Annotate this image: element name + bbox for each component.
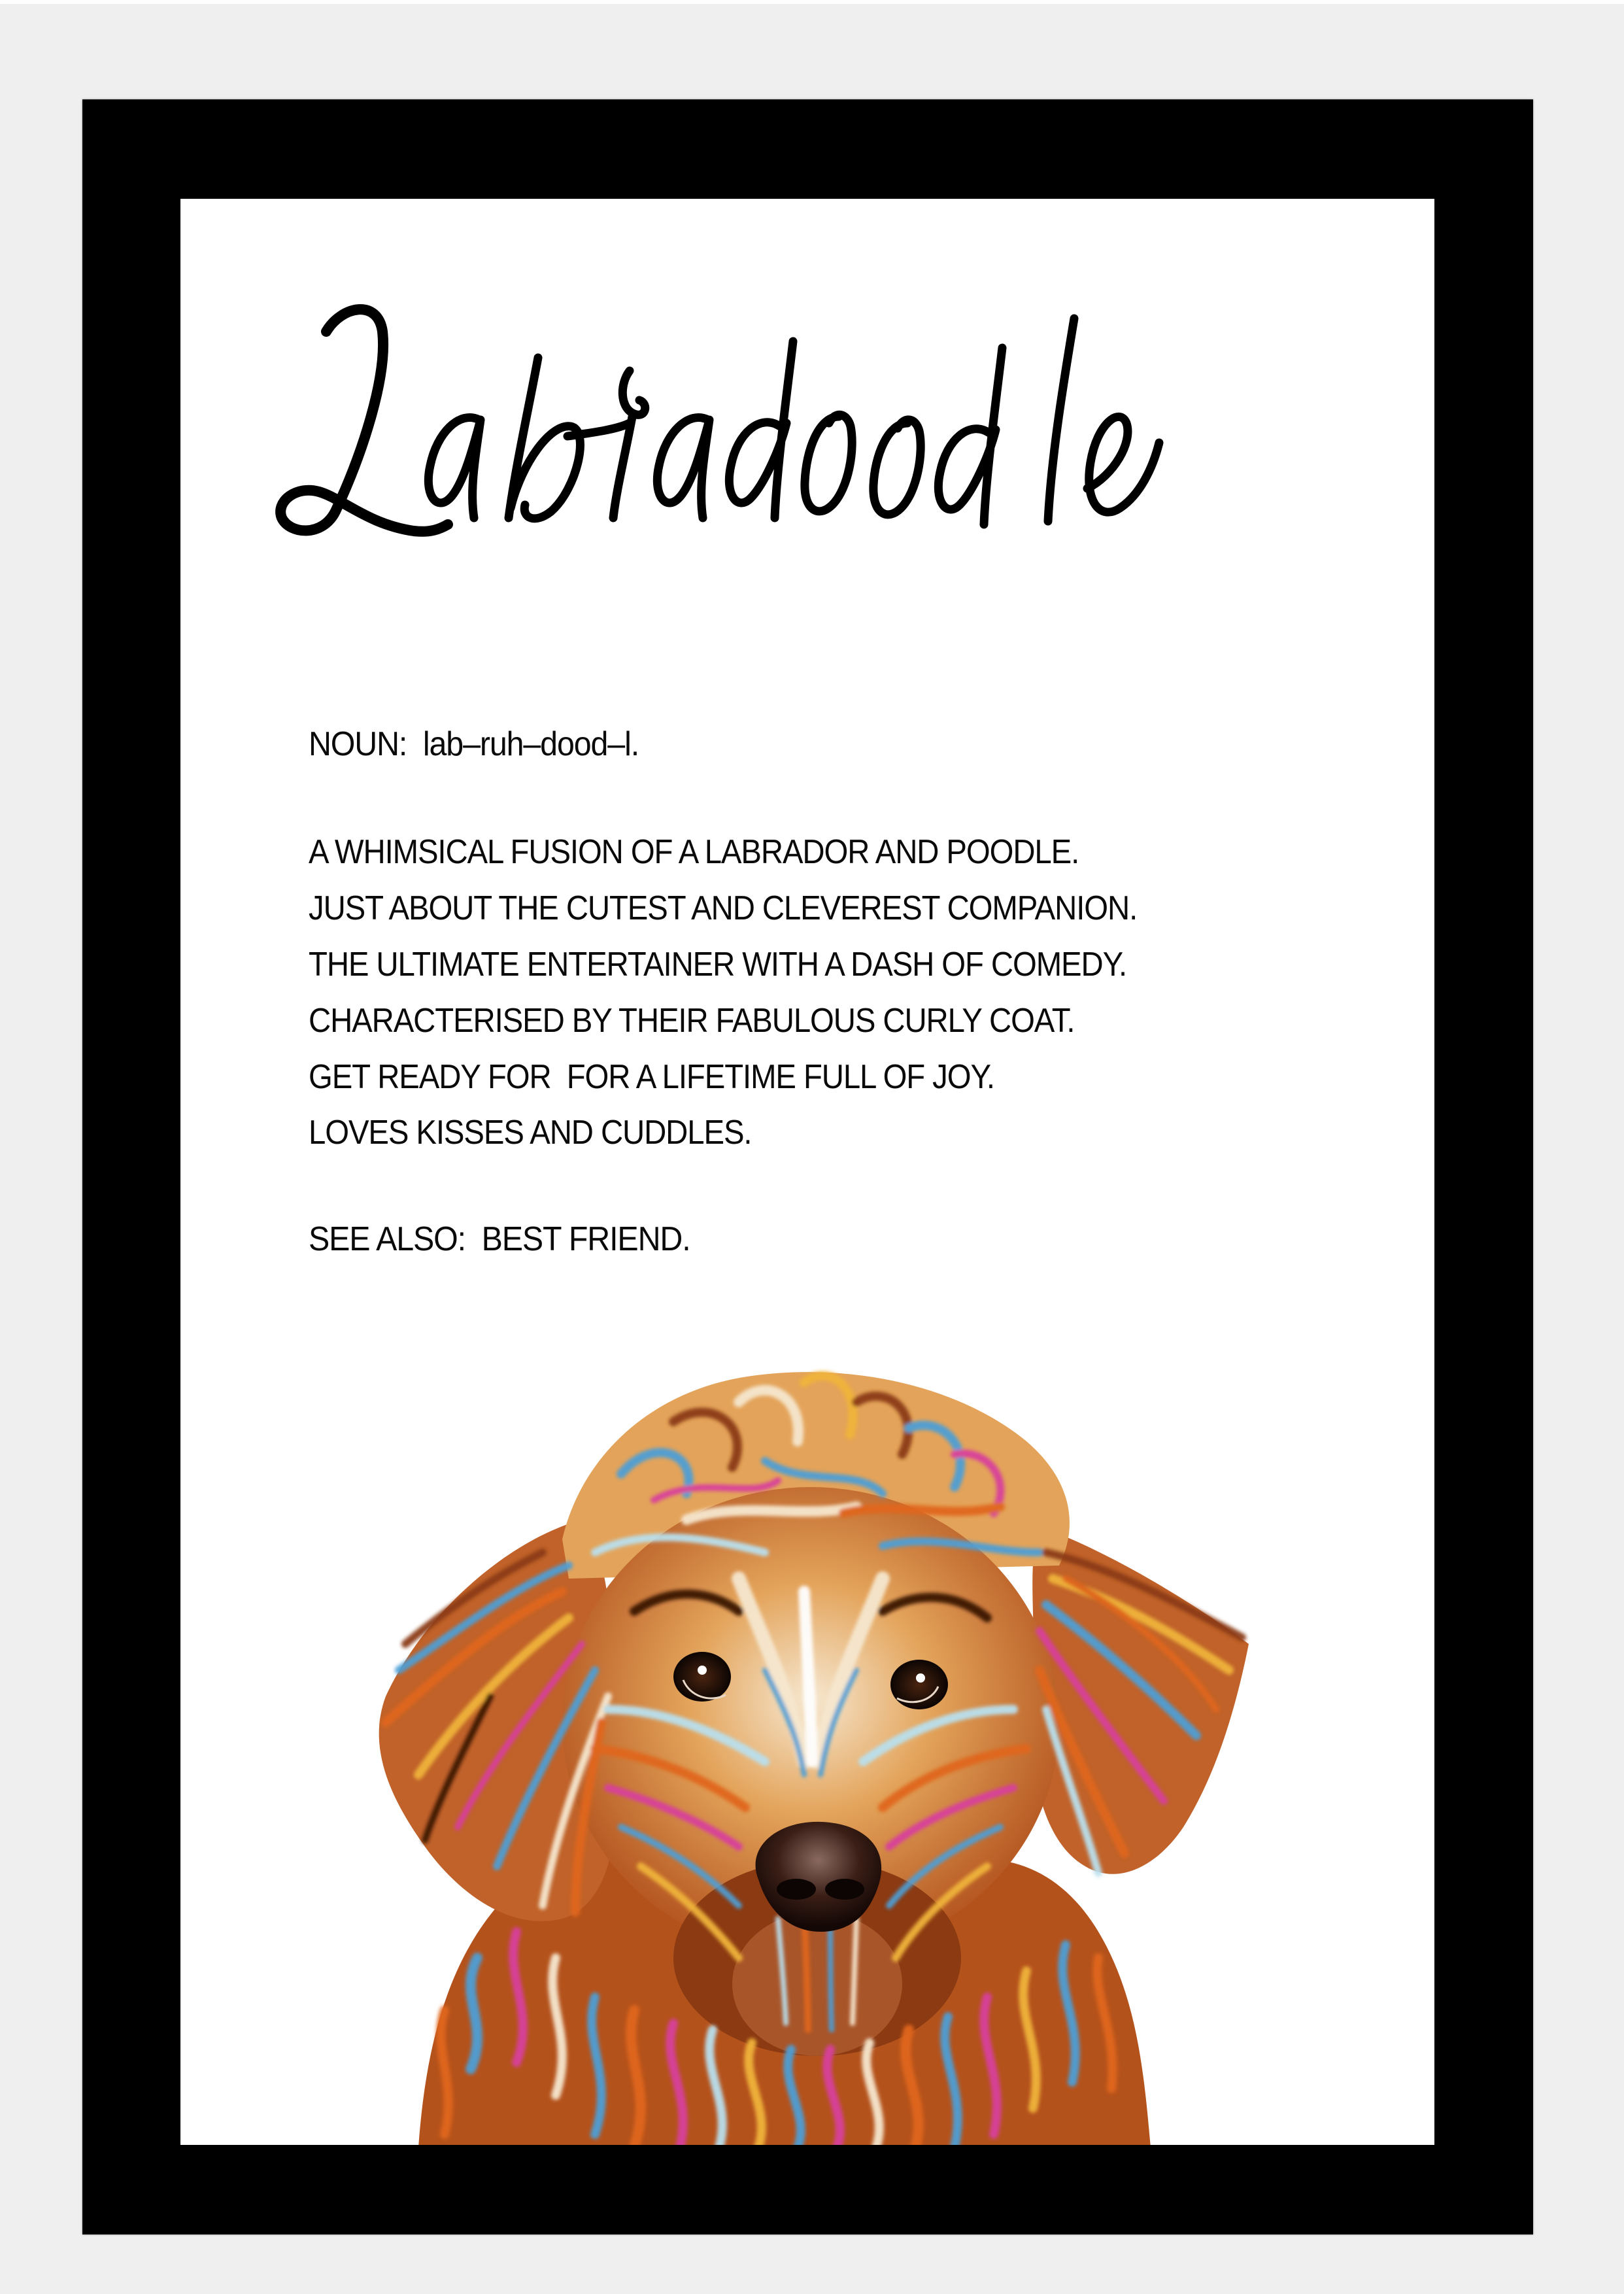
definition-line-1: A WHIMSICAL FUSION OF A LABRADOR AND POODLE. (309, 833, 1079, 871)
definition-line-4: CHARACTERISED BY THEIR FABULOUS CURLY COAT. (309, 1002, 1075, 1040)
definition-line-5: GET READY FOR FOR A LIFETIME FULL OF JOY. (309, 1058, 994, 1096)
definition-line-6: LOVES KISSES AND CUDDLES. (309, 1114, 752, 1152)
noun-pronunciation: NOUN: lab–ruh–dood–l. (309, 725, 639, 763)
poster-title (263, 292, 1349, 547)
poster-mat (180, 199, 1434, 2145)
definition-line-3: THE ULTIMATE ENTERTAINER WITH A DASH OF COMEDY. (309, 946, 1126, 984)
definition-line-2: JUST ABOUT THE CUTEST AND CLEVEREST COMPANION. (309, 889, 1138, 927)
title-script-graphic (263, 292, 1349, 547)
see-also-line: SEE ALSO: BEST FRIEND. (309, 1220, 690, 1258)
top-edge-strip (0, 0, 1624, 4)
labradoodle-illustration (347, 1304, 1275, 2145)
dog-portrait-image (347, 1304, 1275, 2145)
picture-frame (82, 99, 1533, 2234)
